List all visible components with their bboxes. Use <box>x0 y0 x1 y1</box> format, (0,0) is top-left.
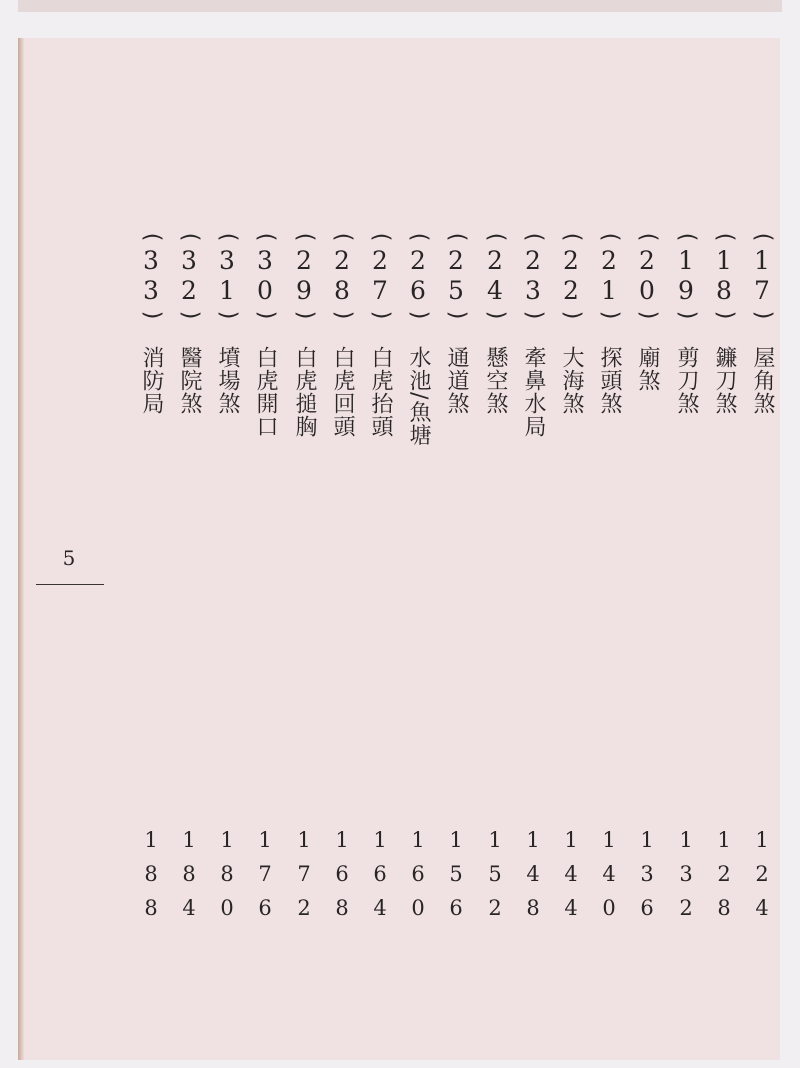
toc-entry-number-digit: 3 <box>143 246 159 275</box>
close-paren: ) <box>483 310 508 320</box>
toc-entry <box>362 228 398 438</box>
toc-entry-number-digit: 9 <box>678 276 694 305</box>
toc-entry-title: 醫院煞 <box>177 346 202 415</box>
toc-entry-page: 148 <box>521 828 545 930</box>
toc-entry-number-digit: 0 <box>639 276 655 305</box>
book-page <box>18 38 780 1060</box>
toc-entry-title: 剪刀煞 <box>674 346 699 415</box>
close-paren: ) <box>521 310 546 320</box>
toc-entry-number-digit: 2 <box>334 246 350 275</box>
close-paren: ) <box>750 310 775 320</box>
open-paren: ( <box>559 232 584 242</box>
toc-entry <box>171 228 207 415</box>
toc-entry-number-digit: 9 <box>296 276 312 305</box>
open-paren: ( <box>712 232 737 242</box>
close-paren: ) <box>253 310 278 320</box>
toc-entry-number-digit: 2 <box>639 246 655 275</box>
open-paren: ( <box>750 232 775 242</box>
toc-entry-title: 水池/魚塘 <box>406 346 431 447</box>
close-paren: ) <box>635 310 660 320</box>
close-paren: ) <box>559 310 584 320</box>
open-paren: ( <box>292 232 317 242</box>
toc-entry-title: 墳場煞 <box>215 346 240 415</box>
toc-entry <box>706 228 742 415</box>
toc-entry <box>438 228 474 415</box>
toc-entry-page: 152 <box>483 828 507 930</box>
close-paren: ) <box>139 310 164 320</box>
toc-entry-title: 廟煞 <box>635 346 660 392</box>
close-paren: ) <box>712 310 737 320</box>
open-paren: ( <box>215 232 240 242</box>
toc-entry-number-digit: 6 <box>410 276 426 305</box>
toc-entry-number-digit: 2 <box>296 246 312 275</box>
toc-entry-number-digit: 2 <box>563 276 579 305</box>
toc-entry-number-digit: 7 <box>372 276 388 305</box>
toc-entry <box>209 228 245 415</box>
toc-entry-number-digit: 2 <box>601 246 617 275</box>
open-paren: ( <box>330 232 355 242</box>
toc-entry <box>133 228 169 415</box>
close-paren: ) <box>406 310 431 320</box>
toc-entry-number-digit: 2 <box>525 246 541 275</box>
previous-page-edge <box>18 0 782 12</box>
open-paren: ( <box>521 232 546 242</box>
toc-entry-title: 白虎回頭 <box>330 346 355 438</box>
toc-entry-page: 136 <box>635 828 659 930</box>
toc-entry <box>744 228 780 415</box>
close-paren: ) <box>597 310 622 320</box>
toc-entry-number-digit: 2 <box>181 276 197 305</box>
toc-entry-page: 184 <box>177 828 201 930</box>
open-paren: ( <box>368 232 393 242</box>
toc-entry <box>247 228 283 438</box>
close-paren: ) <box>330 310 355 320</box>
toc-entry-title: 鐮刀煞 <box>712 346 737 415</box>
toc-entry-page: 128 <box>712 828 736 930</box>
open-paren: ( <box>597 232 622 242</box>
open-paren: ( <box>483 232 508 242</box>
toc-entry-number-digit: 3 <box>525 276 541 305</box>
toc-entry-page: 188 <box>139 828 163 930</box>
close-paren: ) <box>444 310 469 320</box>
toc-entry <box>668 228 704 415</box>
toc-entry-number-digit: 3 <box>143 276 159 305</box>
toc-entry <box>591 228 627 415</box>
toc-entry-number-digit: 3 <box>219 246 235 275</box>
open-paren: ( <box>444 232 469 242</box>
toc-entry-page: 156 <box>444 828 468 930</box>
toc-entry-page: 124 <box>750 828 774 930</box>
open-paren: ( <box>635 232 660 242</box>
close-paren: ) <box>674 310 699 320</box>
open-paren: ( <box>674 232 699 242</box>
table-of-contents <box>18 38 780 1060</box>
toc-entry-number-digit: 1 <box>219 276 235 305</box>
toc-entry-page: 132 <box>674 828 698 930</box>
toc-entry-page: 140 <box>597 828 621 930</box>
close-paren: ) <box>215 310 240 320</box>
toc-entry-number-digit: 2 <box>448 246 464 275</box>
toc-entry-number-digit: 5 <box>448 276 464 305</box>
toc-entry-number-digit: 0 <box>257 276 273 305</box>
close-paren: ) <box>177 310 202 320</box>
toc-entry-number-digit: 3 <box>257 246 273 275</box>
toc-entry-title: 通道煞 <box>444 346 469 415</box>
toc-entry-number-digit: 1 <box>754 246 770 275</box>
toc-entry-title: 懸空煞 <box>483 346 508 415</box>
toc-entry-number-digit: 2 <box>410 246 426 275</box>
toc-entry-page: 172 <box>292 828 316 930</box>
toc-entry-number-digit: 7 <box>754 276 770 305</box>
open-paren: ( <box>139 232 164 242</box>
toc-entry-title: 大海煞 <box>559 346 584 415</box>
toc-entry-page: 176 <box>253 828 277 930</box>
toc-entry-number-digit: 4 <box>487 276 503 305</box>
toc-entry-number-digit: 3 <box>181 246 197 275</box>
toc-entry-title: 消防局 <box>139 346 164 415</box>
toc-entry-page: 164 <box>368 828 392 930</box>
toc-entry <box>286 228 322 438</box>
toc-entry-title: 探頭煞 <box>597 346 622 415</box>
close-paren: ) <box>368 310 393 320</box>
toc-entry <box>324 228 360 438</box>
toc-entry-title: 牽鼻水局 <box>521 346 546 438</box>
toc-entry-number-digit: 2 <box>487 246 503 275</box>
toc-entry <box>400 228 436 446</box>
toc-entry-page: 144 <box>559 828 583 930</box>
toc-entry-number-digit: 8 <box>334 276 350 305</box>
toc-entry-page: 160 <box>406 828 430 930</box>
toc-entry-title: 白虎開口 <box>253 346 278 438</box>
toc-entry <box>477 228 513 415</box>
toc-entry <box>515 228 551 438</box>
toc-entry-title: 屋角煞 <box>750 346 775 415</box>
toc-entry-number-digit: 1 <box>716 246 732 275</box>
close-paren: ) <box>292 310 317 320</box>
page-number: 5 <box>62 546 76 570</box>
toc-entry-page: 168 <box>330 828 354 930</box>
page-number-rule <box>36 584 104 585</box>
toc-entry-title: 白虎抬頭 <box>368 346 393 438</box>
toc-entry-number-digit: 2 <box>372 246 388 275</box>
toc-entry <box>629 228 665 392</box>
toc-entry-number-digit: 2 <box>563 246 579 275</box>
toc-entry-number-digit: 1 <box>601 276 617 305</box>
open-paren: ( <box>406 232 431 242</box>
toc-entry <box>553 228 589 415</box>
open-paren: ( <box>177 232 202 242</box>
open-paren: ( <box>253 232 278 242</box>
toc-entry-number-digit: 1 <box>678 246 694 275</box>
toc-entry-page: 180 <box>215 828 239 930</box>
toc-entry-title: 白虎搥胸 <box>292 346 317 438</box>
toc-entry-number-digit: 8 <box>716 276 732 305</box>
